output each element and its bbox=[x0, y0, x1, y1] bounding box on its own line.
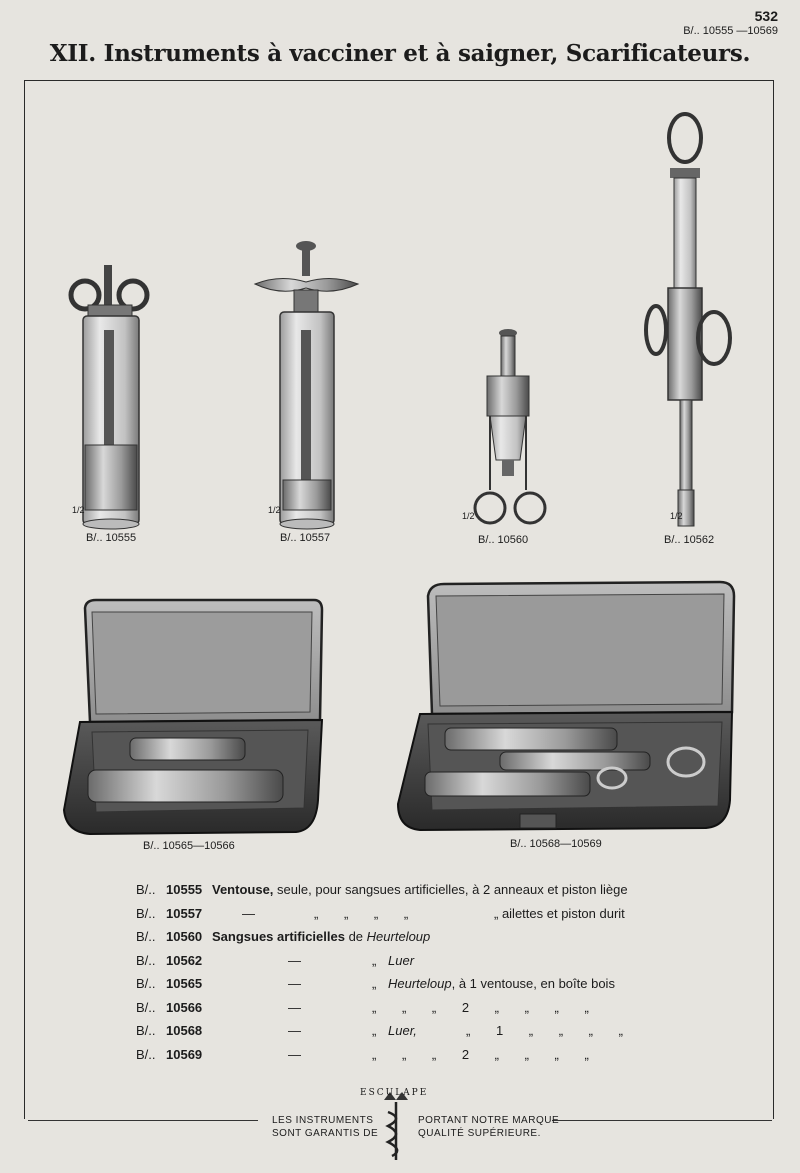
row-prefix: B/.. bbox=[136, 1046, 156, 1062]
row-prefix: B/.. bbox=[136, 952, 156, 968]
row-desc-italic: Luer, bbox=[388, 1023, 417, 1038]
row-dash: — bbox=[288, 952, 301, 968]
row-desc: „ ailettes et piston durit bbox=[494, 905, 625, 921]
row-desc-italic: Heurteloup bbox=[388, 976, 452, 991]
footer-left-line2: SONT GARANTIS DE bbox=[272, 1128, 379, 1139]
row-prefix: B/.. bbox=[136, 976, 156, 991]
row-de: de bbox=[348, 929, 364, 944]
illustration-10565-case bbox=[64, 600, 322, 834]
illustration-10557 bbox=[255, 241, 358, 529]
row-number: 10565 bbox=[166, 976, 203, 991]
row-ditto-a: „ bbox=[372, 1023, 377, 1038]
scale-10562: 1/2 bbox=[670, 511, 683, 521]
label-10565-10566: B/.. 10565—10566 bbox=[143, 840, 235, 852]
row-ditto: „ „ „ 2 „ „ „ „ bbox=[372, 999, 589, 1015]
row-dash: — bbox=[288, 1023, 301, 1038]
footer-right-line2: QUALITÉ SUPÉRIEURE. bbox=[418, 1128, 541, 1139]
footer-brand: ESCULAPE bbox=[360, 1088, 429, 1098]
row-ditto: „ „ „ 2 „ „ „ „ bbox=[372, 1046, 589, 1062]
scale-10555: 1/2 bbox=[72, 505, 85, 515]
illustration-10555 bbox=[71, 265, 147, 529]
footer-rule-right bbox=[552, 1120, 772, 1121]
row-desc: Heurteloup bbox=[366, 929, 431, 944]
row-dash: — bbox=[242, 905, 255, 921]
row-desc: seule, pour sangsues artificielles, à 2 anneaux et piston liège bbox=[277, 882, 628, 897]
label-10568-10569: B/.. 10568—10569 bbox=[510, 838, 602, 850]
row-prefix: B/.. bbox=[136, 882, 156, 897]
row-ditto: „ bbox=[372, 976, 377, 991]
label-10560: B/.. 10560 bbox=[478, 534, 529, 546]
illustration-10568-case bbox=[398, 582, 734, 830]
row-number: 10569 bbox=[166, 1046, 203, 1062]
scale-10557: 1/2 bbox=[268, 505, 281, 515]
illustration-10560 bbox=[475, 329, 545, 523]
row-ditto: „ bbox=[372, 952, 377, 968]
row-dash: — bbox=[288, 1046, 301, 1062]
label-10557: B/.. 10557 bbox=[280, 532, 331, 544]
scale-10560: 1/2 bbox=[462, 511, 475, 521]
page-title: XII. Instruments à vacciner et à saigner, Scarificateurs. bbox=[49, 40, 751, 67]
page-number: 532 bbox=[754, 8, 778, 24]
label-10562: B/.. 10562 bbox=[664, 534, 715, 546]
row-ditto: „ „ „ „ bbox=[314, 905, 409, 921]
row-prefix: B/.. bbox=[136, 999, 156, 1015]
row-number: 10562 bbox=[166, 952, 203, 968]
row-number: 10566 bbox=[166, 999, 203, 1015]
row-prefix: B/.. bbox=[136, 929, 156, 944]
row-prefix: B/.. bbox=[136, 1023, 156, 1038]
row-prefix: B/.. bbox=[136, 905, 156, 921]
page-range: B/.. 10555 —10569 bbox=[683, 25, 778, 37]
footer-right-line1: PORTANT NOTRE MARQUE bbox=[418, 1115, 560, 1126]
label-10555: B/.. 10555 bbox=[86, 532, 137, 544]
row-number: 10568 bbox=[166, 1023, 203, 1038]
row-number: 10557 bbox=[166, 905, 203, 921]
row-dash: — bbox=[288, 999, 301, 1015]
esculape-emblem-icon bbox=[384, 1092, 408, 1160]
row-ditto: „ 1 „ „ „ „ bbox=[466, 1023, 623, 1038]
row-name: Sangsues artificielles bbox=[212, 929, 345, 944]
row-number: 10555 bbox=[166, 882, 203, 897]
footer-left-text bbox=[272, 1114, 378, 1140]
footer-rule-left bbox=[28, 1120, 258, 1121]
row-desc: , à 1 ventouse, en boîte bois bbox=[451, 976, 615, 991]
illustration-10562 bbox=[646, 114, 730, 526]
row-desc: Luer bbox=[388, 952, 415, 968]
row-name: Ventouse, bbox=[212, 882, 274, 897]
footer-right-text bbox=[418, 1114, 559, 1140]
footer-left-line1: LES INSTRUMENTS bbox=[272, 1115, 374, 1126]
row-dash: — bbox=[288, 976, 301, 991]
row-number: 10560 bbox=[166, 929, 203, 944]
